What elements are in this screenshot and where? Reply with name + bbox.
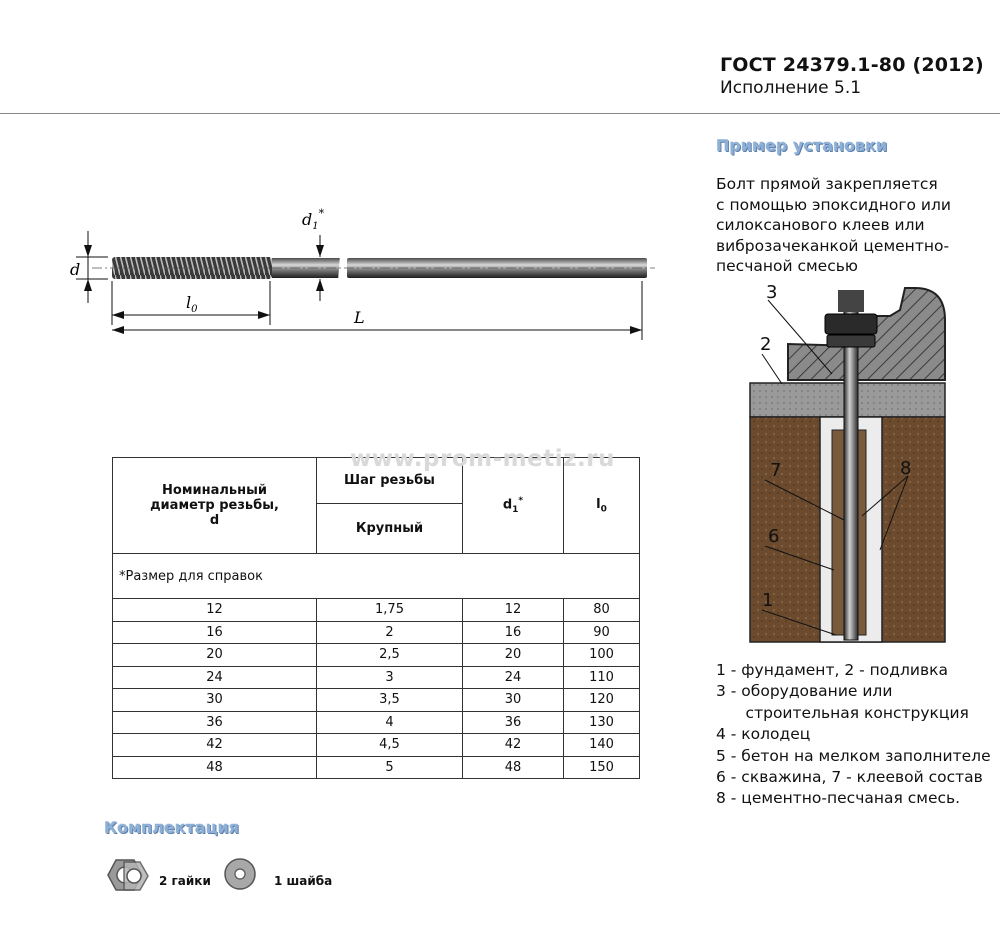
kit-nuts-label: 2 гайки <box>159 874 211 888</box>
table-row <box>113 621 640 644</box>
d1-label: $d_1^*$ <box>302 207 325 232</box>
table-cell: 36 <box>113 711 317 734</box>
washer-icon <box>222 855 262 895</box>
table-cell: 20 <box>113 644 317 667</box>
table-row <box>113 644 640 667</box>
table-cell: 2 <box>317 621 463 644</box>
table-cell: 1,75 <box>317 599 463 622</box>
table-cell: 80 <box>564 599 640 622</box>
table-cell: 130 <box>564 711 640 734</box>
header-divider <box>0 113 1000 114</box>
spec-table <box>112 457 640 779</box>
table-cell: 24 <box>113 666 317 689</box>
spec-rows <box>113 599 640 779</box>
table-row <box>113 711 640 734</box>
callout-2: 2 <box>760 334 772 355</box>
table-cell: 110 <box>564 666 640 689</box>
nut-icon <box>102 856 154 896</box>
install-heading: Пример установки <box>716 136 888 155</box>
table-cell: 90 <box>564 621 640 644</box>
table-row <box>113 666 640 689</box>
anchor-rod <box>844 300 858 640</box>
callout-8: 8 <box>900 458 912 479</box>
table-cell: 36 <box>463 711 564 734</box>
L-label: L <box>354 308 365 327</box>
table-cell: 16 <box>463 621 564 644</box>
kit-washer-label: 1 шайба <box>274 874 333 888</box>
upper-nut <box>825 314 877 334</box>
table-cell: 3,5 <box>317 689 463 712</box>
installation-legend: 1 - фундамент, 2 - подливка 3 - оборудование или строительная конструкция 4 - колодец 5 - бетон на мелком заполнителе 6 - скважина, 7 - клеевой состав 8 - цементно-песчаная смесь. <box>716 661 991 808</box>
bolt-rod <box>92 255 655 281</box>
header-pitch: Шаг резьбы <box>317 458 463 504</box>
table-note: *Размер для справок <box>113 554 640 599</box>
watermark: www.prom-metiz.ru <box>350 446 615 472</box>
table-row <box>113 734 640 757</box>
table-cell: 150 <box>564 756 640 779</box>
table-cell: 42 <box>113 734 317 757</box>
table-cell: 5 <box>317 756 463 779</box>
lower-nut <box>827 335 875 347</box>
table-row <box>113 689 640 712</box>
header-pitch-coarse: Крупный <box>317 503 463 553</box>
d-label: d <box>70 260 81 279</box>
header-l0: $l_0$ <box>564 458 640 554</box>
table-cell: 30 <box>463 689 564 712</box>
table-cell: 12 <box>113 599 317 622</box>
callout-7: 7 <box>770 460 782 481</box>
table-cell: 100 <box>564 644 640 667</box>
installation-diagram <box>740 280 1000 650</box>
table-cell: 20 <box>463 644 564 667</box>
callout-1: 1 <box>762 590 774 611</box>
table-row <box>113 599 640 622</box>
table-cell: 2,5 <box>317 644 463 667</box>
l0-label: $l_0$ <box>186 293 198 315</box>
bolt-drawing <box>70 195 670 345</box>
table-cell: 3 <box>317 666 463 689</box>
callout-3: 3 <box>766 282 778 303</box>
install-description: Болт прямой закрепляется с помощью эпоксидного или силоксанового клеев или виброзачеканкой цементно- песчаной смесью <box>716 175 951 275</box>
table-cell: 24 <box>463 666 564 689</box>
kit-heading: Комплектация <box>104 818 240 837</box>
table-cell: 48 <box>113 756 317 779</box>
table-cell: 12 <box>463 599 564 622</box>
dimension-d <box>76 231 108 303</box>
header-d1: $d_1^*$ <box>463 458 564 554</box>
table-cell: 4,5 <box>317 734 463 757</box>
table-cell: 16 <box>113 621 317 644</box>
table-row <box>113 756 640 779</box>
table-cell: 42 <box>463 734 564 757</box>
rod-thread-top <box>838 290 864 312</box>
document-subtitle: Исполнение 5.1 <box>720 78 862 98</box>
document-title: ГОСТ 24379.1-80 (2012) <box>720 54 984 76</box>
table-cell: 30 <box>113 689 317 712</box>
table-cell: 4 <box>317 711 463 734</box>
table-cell: 48 <box>463 756 564 779</box>
table-cell: 140 <box>564 734 640 757</box>
table-cell: 120 <box>564 689 640 712</box>
callout-6: 6 <box>768 526 780 547</box>
header-diameter: Номинальный диаметр резьбы, d <box>113 458 317 554</box>
